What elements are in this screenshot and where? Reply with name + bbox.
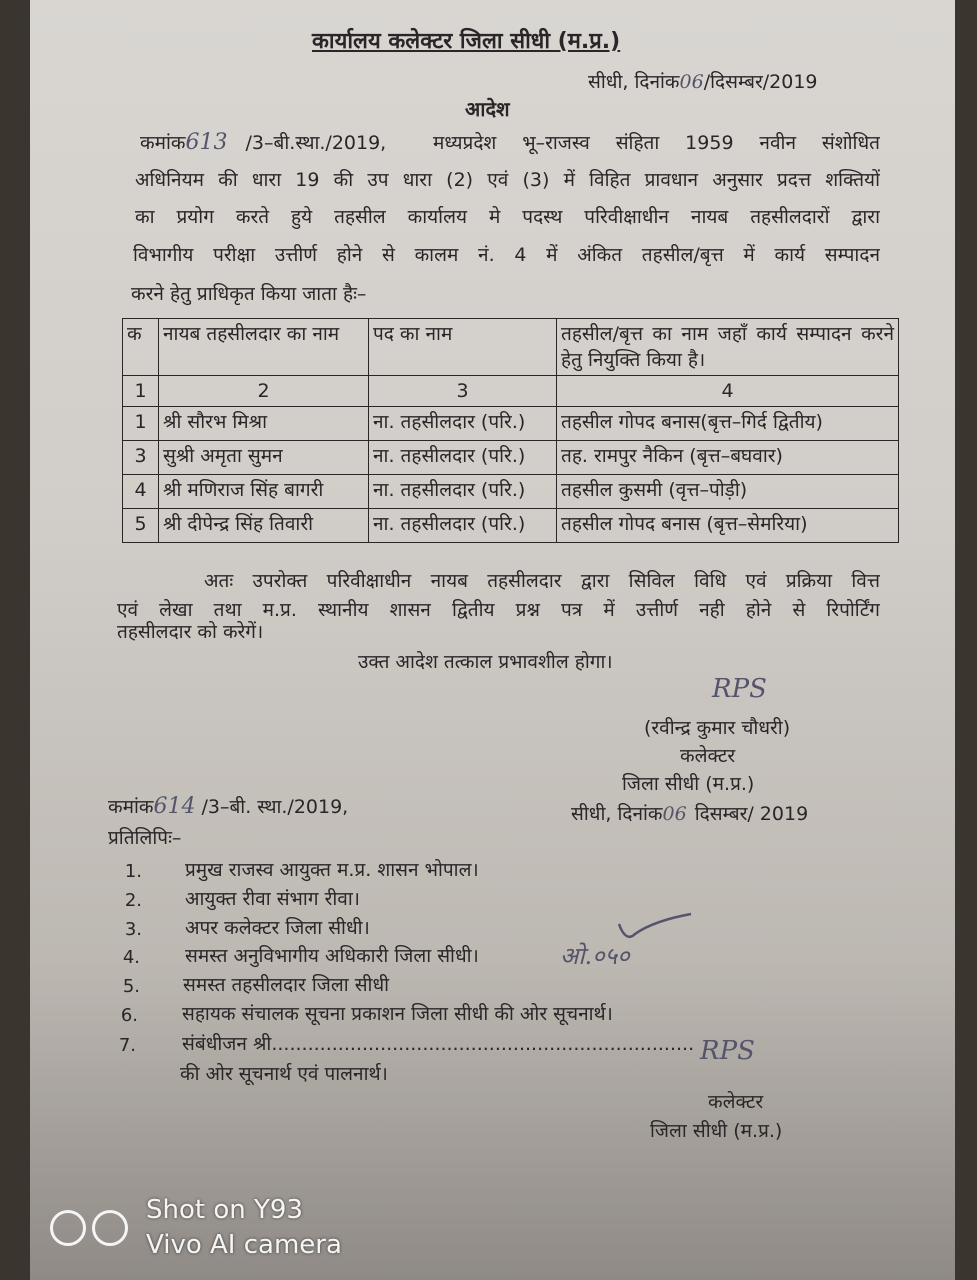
copy-to-label: प्रतिलिपिः– bbox=[108, 827, 182, 849]
copy-sign-district: जिला सीधी (म.प्र.) bbox=[650, 1120, 783, 1142]
list-number: 4. bbox=[122, 947, 140, 968]
table-header-cell: पद का नाम bbox=[369, 319, 557, 376]
copy-number-rest: /3–बी. स्था./2019, bbox=[201, 796, 349, 818]
order-number-label: कमांक bbox=[140, 132, 186, 154]
collector-name: (रवीन्द्र कुमार चौधरी) bbox=[644, 717, 791, 739]
post-cell: ना. तहसीलदार (परि.) bbox=[369, 509, 557, 543]
list-number: 5. bbox=[122, 976, 140, 997]
copy-recipient: संबंधीजन श्री...................................................................... bbox=[182, 1033, 695, 1055]
note-line: तहसीलदार को करेगें। bbox=[117, 621, 264, 643]
serial-cell: 5 bbox=[123, 509, 159, 543]
serial-cell: 4 bbox=[123, 475, 159, 509]
copy-sign-designation: कलेक्टर bbox=[708, 1091, 764, 1113]
copy-closing: की ओर सूचनार्थ एवं पालनार्थ। bbox=[180, 1063, 388, 1085]
officer-name-cell: श्री दीपेन्द्र सिंह तिवारी bbox=[159, 509, 369, 543]
tehsil-cell: तह. रामपुर नैकिन (बृत्त–बघवार) bbox=[557, 441, 899, 475]
order-paragraph-line: का प्रयोग करते हुये तहसील कार्यालय मे पदस्थ परिवीक्षाधीन नायब तहसीलदारों द्वारा bbox=[135, 206, 880, 228]
copy-recipient: समस्त अनुविभागीय अधिकारी जिला सीधी। bbox=[185, 945, 479, 967]
handwritten-initials: RPS bbox=[700, 1036, 755, 1066]
column-number: 4 bbox=[557, 376, 899, 407]
copy-recipient: आयुक्त रीवा संभाग रीवा। bbox=[185, 888, 360, 910]
column-number: 1 bbox=[123, 376, 159, 407]
column-number: 2 bbox=[159, 376, 369, 407]
date-month-year: /दिसम्बर/2019 bbox=[703, 71, 818, 93]
column-number: 3 bbox=[369, 376, 557, 407]
order-number-handwritten: 613 bbox=[185, 130, 228, 155]
camera-aperture-icon bbox=[50, 1210, 86, 1246]
serial-cell: 1 bbox=[123, 407, 159, 441]
copy-recipient: समस्त तहसीलदार जिला सीधी bbox=[183, 974, 390, 996]
list-number: 3. bbox=[124, 919, 142, 940]
table-row bbox=[123, 441, 899, 475]
table-header-cell: क bbox=[123, 319, 159, 376]
officer-name-cell: श्री सौरभ मिश्रा bbox=[159, 407, 369, 441]
order-paragraph-line: विभागीय परीक्षा उत्तीर्ण होने से कालम नं. 4 में अंकित तहसील/बृत्त में कार्य सम्पादन bbox=[133, 244, 880, 266]
handwritten-initials: RPS bbox=[712, 674, 767, 704]
collector-designation: कलेक्टर bbox=[680, 745, 736, 767]
order-number-rest: /3–बी.स्था./2019, bbox=[245, 132, 387, 154]
note-line: अतः उपरोक्त परिवीक्षाधीन नायब तहसीलदार द्वारा सिविल विधि एवं प्रक्रिया वित्त bbox=[204, 570, 880, 592]
table-row bbox=[123, 407, 899, 441]
copy-date-rest: दिसम्बर/ 2019 bbox=[694, 803, 809, 825]
copy-number-label: कमांक bbox=[108, 796, 154, 818]
post-cell: ना. तहसीलदार (परि.) bbox=[369, 441, 557, 475]
officer-name-cell: श्री मणिराज सिंह बागरी bbox=[159, 475, 369, 509]
officer-assignment-table bbox=[122, 318, 899, 543]
tehsil-cell: तहसील गोपद बनास (बृत्त–सेमरिया) bbox=[557, 509, 899, 543]
copy-date-label: सीधी, दिनांक bbox=[571, 803, 663, 825]
list-number: 2. bbox=[124, 890, 142, 911]
office-title: कार्यालय कलेक्टर जिला सीधी (म.प्र.) bbox=[312, 29, 621, 54]
table-row bbox=[123, 509, 899, 543]
table-header-cell: तहसील/बृत्त का नाम जहाँ कार्य सम्पादन करने हेतु नियुक्ति किया है। bbox=[557, 319, 899, 376]
copy-recipient: प्रमुख राजस्व आयुक्त म.प्र. शासन भोपाल। bbox=[185, 859, 479, 881]
order-paragraph-line: अधिनियम की धारा 19 की उप धारा (2) एवं (3) में विहित प्रावधान अनुसार प्रदत्त शक्तियों bbox=[135, 169, 880, 191]
date-day-handwritten: 06 bbox=[679, 71, 704, 93]
list-number: 6. bbox=[120, 1005, 138, 1026]
serial-cell: 3 bbox=[123, 441, 159, 475]
handwritten-note: ओ.०५० bbox=[560, 942, 630, 970]
table-column-number-row bbox=[123, 376, 899, 407]
collector-district: जिला सीधी (म.प्र.) bbox=[622, 773, 755, 795]
list-number: 7. bbox=[118, 1035, 136, 1056]
tehsil-cell: तहसील गोपद बनास(बृत्त–गिर्द द्वितीय) bbox=[557, 407, 899, 441]
copy-recipient: सहायक संचालक सूचना प्रकाशन जिला सीधी की ओर सूचनार्थ। bbox=[182, 1003, 613, 1025]
copy-number-handwritten: 614 bbox=[153, 794, 196, 819]
post-cell: ना. तहसीलदार (परि.) bbox=[369, 475, 557, 509]
order-number bbox=[140, 131, 386, 155]
watermark-line: Shot on Y93 bbox=[146, 1195, 303, 1225]
table-row bbox=[123, 475, 899, 509]
copy-recipient: अपर कलेक्टर जिला सीधी। bbox=[185, 917, 370, 939]
copy-number bbox=[108, 795, 348, 819]
effective-statement: उक्त आदेश तत्काल प्रभावशील होगा। bbox=[358, 651, 613, 673]
tehsil-cell: तहसील कुसमी (वृत्त–पोड़ी) bbox=[557, 475, 899, 509]
list-number: 1. bbox=[124, 861, 142, 882]
order-date bbox=[588, 70, 818, 94]
table-header-cell: नायब तहसीलदार का नाम bbox=[159, 319, 369, 376]
officer-name-cell: सुश्री अमृता सुमन bbox=[159, 441, 369, 475]
note-line: एवं लेखा तथा म.प्र. स्थानीय शासन द्वितीय प्रश्न पत्र में उत्तीर्ण नही होने से रिपोर्टिंग bbox=[117, 599, 880, 621]
order-paragraph-line: मध्यप्रदेश भू–राजस्व संहिता 1959 नवीन संशोधित bbox=[433, 132, 880, 154]
order-paragraph-line: करने हेतु प्राधिकृत किया जाता हैः– bbox=[131, 283, 367, 305]
copy-date-day-handwritten: 06 bbox=[662, 803, 687, 825]
date-label: सीधी, दिनांक bbox=[588, 71, 680, 93]
camera-aperture-icon bbox=[92, 1210, 128, 1246]
watermark-line: Vivo AI camera bbox=[146, 1230, 342, 1260]
table-header-row bbox=[123, 319, 899, 376]
tick-mark-icon bbox=[615, 910, 695, 946]
order-heading: आदेश bbox=[465, 97, 510, 121]
post-cell: ना. तहसीलदार (परि.) bbox=[369, 407, 557, 441]
copy-date bbox=[571, 802, 808, 826]
